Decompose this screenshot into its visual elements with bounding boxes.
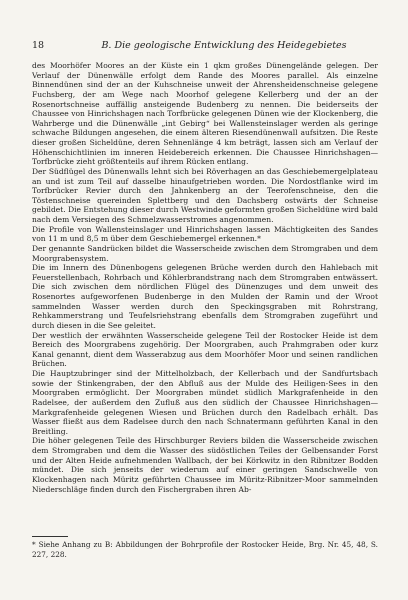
paragraph: Die Hauptzubringer sind der Mittelholzbach, der Kellerbach und der Sandfurtsbach sowie der Stinkengraben, der den Abfluß aus der Mulde des Heiligen-Sees in den Moorgraben ermöglicht. Der Moorgraben mündet südlich Markgrafenheide in den Radelsee, der außerdem den Zufluß aus den südlich der Chaussee Hinrichshagen—Markgrafenheide gelegenen Wiesen und Brüchen durch den Radelbach erhält. Das Wasser fließt aus dem Radelsee durch den nach Schnatermann geführten Kanal in den Breitling. [32, 369, 378, 436]
paragraph: des Moorhöfer Moores an der Küste ein 1 qkm großes Dünengelände gelegen. Der Verlauf der Dünenwälle erfolgt dem Rande des Moores parallel. Als einzelne Binnendünen sind der an der Kuhschneise unweit der Ahrensheidenschneise gelegene Fuchsberg, der am Wege nach Moorhof gelegene Kellerberg und der an der Rosenortschneise auffällig ansteigende Budenberg zu nennen. Die beiderseits der Chaussee von Hinrichshagen nach Torfbrücke gelegenen Dünen wie der Klockenberg, die Wahrberge und die Dünenwälle „int Gebirg“ bei Wallensteinslager werden als geringe schwache Bildungen angesehen, die einem älteren Riesendünenwall aufsitzen. Die Reste dieser großen Sicheldüne, deren Sehnenlänge 4 km beträgt, lassen sich am Verlauf der Höhenschichtlinien im inneren Heidebereich erkennen. Die Chaussee Hinrichshagen—Torfbrücke zieht größtenteils auf ihrem Rücken entlang. [32, 61, 378, 167]
paragraph: Der westlich der erwähnten Wasserscheide gelegene Teil der Rostocker Heide ist dem Bereich des Moorgrabens zugehörig. Der Moorgraben, auch Prahmgraben oder kurz Kanal genannt, dient dem Wasserabzug aus dem Moorhöfer Moor und seinen randlichen Brüchen. [32, 330, 378, 369]
paragraph: Der Südflügel des Dünenwalls lehnt sich bei Röverhagen an das Geschiebemergelplateau an und ist zum Teil auf dasselbe hinaufgetrieben worden. Die Nordostflanke wird im Torfbrücker Revier durch den Jahnkenberg an der Teerofenschneise, den die Töstenschneise quereinden Splettberg und den Dachsberg ostwärts der Schneise gebildet. Die Entstehung dieser durch Westwinde geformten großen Sicheldüne wird bald nach dem Versiegen des Schmelzwasserstromes angenommen. [32, 166, 378, 224]
running-title: B. Die geologische Entwicklung des Heidegebietes [101, 40, 347, 51]
footnote-divider [32, 536, 68, 537]
paragraph: Die im Innern des Dünenbogens gelegenen Brüche werden durch den Hahlebach mit Feuerstellenbach, Rohrbach und Köhlerbrandstrang nach dem Stromgraben entwässert. Die sich zwischen dem nördlichen Flügel des Dünenzuges und dem unweit des Rosenortes aufgeworfenen Budenberge in den Mulden der Ramin und der Wroot sammelnden Wasser werden durch den Speckingsgraben mit Rohrstrang, Rehkammerstrang und Teufelsriehstrang ebenfalls dem Stromgraben zugeführt und durch diesen in die See geleitet. [32, 263, 378, 330]
page-number: 18 [32, 40, 45, 51]
paragraph: Die höher gelegenen Teile des Hirschburger Reviers bilden die Wasserscheide zwischen dem Stromgraben und dem die Wasser des südöstlichen Teiles der Gelbensander Forst und der Alten Heide aufnehmenden Wallbach, der bei Körkwitz in den Ribnitzer Bodden mündet. Die sich jenseits der wiederum auf einer geringen Sandschwelle von Klockenhagen nach Müritz geführten Chaussee im Müritz-Ribnitzer-Moor sammelnden Niederschläge finden durch den Fischergraben ihren Ab- [32, 436, 378, 494]
body-text [32, 61, 378, 494]
footnote: * Siehe Anhang zu B: Abbildungen der Bohrprofile der Rostocker Heide, Brg. Nr. 45, 48, S. 227, 228. [32, 540, 378, 559]
paragraph: Die Profile von Wallensteinslager und Hinrichshagen lassen Mächtigkeiten des Sandes von 11 m und 8,5 m über dem Geschiebemergel erkennen.* [32, 224, 378, 244]
paragraph: Der genannte Sandrücken bildet die Wasserscheide zwischen dem Stromgraben und dem Moorgrabensystem. [32, 243, 378, 263]
